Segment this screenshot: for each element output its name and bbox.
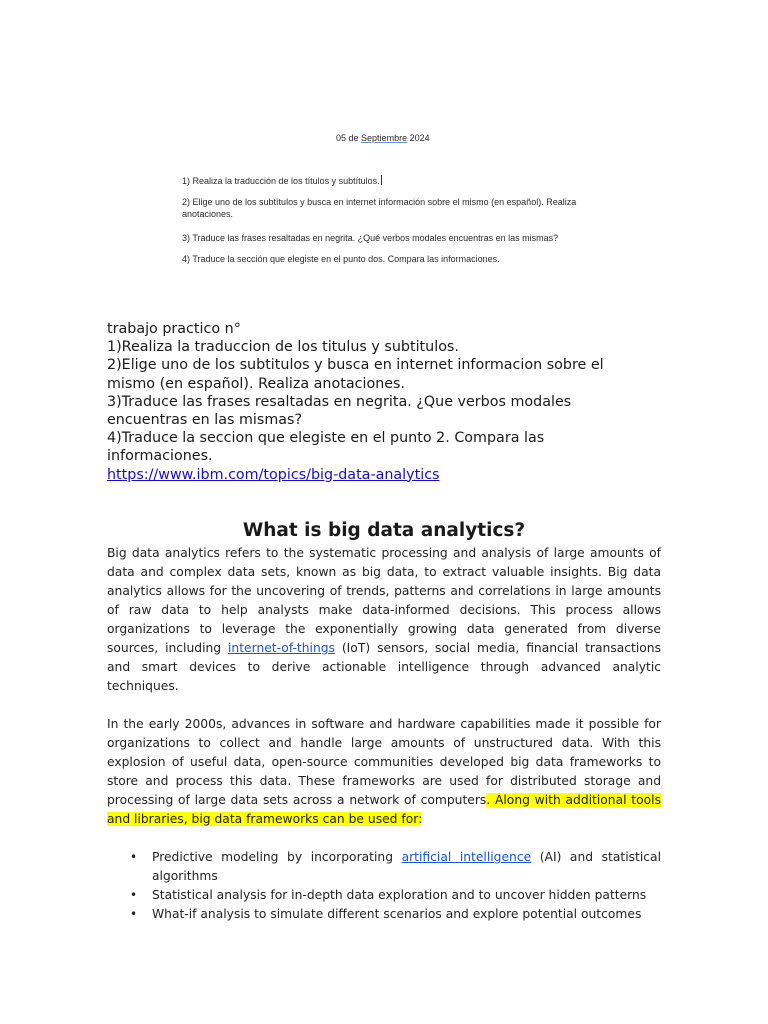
list-item	[130, 905, 661, 924]
scan-date-prefix: 05 de	[336, 133, 359, 143]
scan-item-3: 3) Traduce las frases resaltadas en negrita. ¿Qué verbos modales encuentras en las mismas?	[182, 233, 559, 243]
uses-list	[107, 848, 661, 924]
assignment-line-1: 1)Realiza la traduccion de los titulus y subtitulos.	[107, 339, 459, 356]
scan-date-year: 2024	[409, 133, 430, 143]
article-heading: What is big data analytics?	[242, 520, 526, 541]
scan-date-month: Septiembre	[361, 133, 408, 143]
scan-item-1	[182, 175, 590, 187]
p1-text-before: Big data analytics refers to the systematic processing and analysis of large amounts of data and complex data sets, known as big data, to extract valuable insights. Big data analytics allows for the uncovering of trends, patterns and correlations in large amounts of raw data to help analysts make data-informed decisions. This process allows organizations to leverage the exponentially growing data generated from diverse sources, including	[107, 546, 661, 655]
list-item	[130, 848, 661, 886]
text-cursor	[381, 175, 382, 185]
assignment-title: trabajo practico n°	[107, 321, 241, 337]
internet-of-things-link[interactable]: internet-of-things	[228, 641, 335, 655]
highlighted-sentence: . Along with additional tools and libraries, big data frameworks can be used for:	[107, 793, 661, 826]
b2-text: Statistical analysis for in-depth data exploration and to uncover hidden patterns	[152, 888, 647, 902]
article	[107, 518, 661, 924]
assignment-text	[107, 320, 647, 484]
scan-item-1-text: 1) Realiza la traducción de los títulos y subtítulos.	[182, 176, 380, 186]
p1-text-after: (IoT) sensors, social media, financial transactions and smart devices to derive actionable intelligence through advanced analytic techniques.	[107, 641, 661, 693]
ibm-source-link[interactable]: https://www.ibm.com/topics/big-data-analytics	[107, 466, 440, 483]
bullet-icon: •	[130, 850, 138, 864]
bullet-icon: •	[130, 907, 138, 921]
b1-text-before: Predictive modeling by incorporating	[152, 850, 402, 864]
list-item	[130, 886, 661, 905]
article-paragraph-1	[107, 544, 661, 696]
b1-text-after: (AI) and statistical algorithms	[152, 850, 661, 883]
assignment-line-3: 3)Traduce las frases resaltadas en negrita. ¿Que verbos modales encuentras en las mismas?	[107, 393, 572, 429]
assignment-line-2: 2)Elige uno de los subtitulos y busca en internet informacion sobre el mismo (en español). Realiza anotaciones.	[107, 357, 604, 392]
scan-item-4: 4) Traduce la sección que elegiste en el punto dos. Compara las informaciones.	[182, 254, 500, 264]
article-paragraph-2	[107, 715, 661, 829]
embedded-assignment-image	[178, 126, 598, 276]
scan-date	[336, 133, 430, 143]
bullet-icon: •	[130, 888, 138, 902]
scan-item-2: 2) Elige uno de los subtítulos y busca en internet información sobre el mismo (en español). Realiza anotaciones.	[182, 197, 577, 219]
assignment-line-4: 4)Traduce la seccion que elegiste en el punto 2. Compara las informaciones.	[107, 430, 545, 465]
artificial-intelligence-link[interactable]: artificial intelligence	[401, 850, 532, 864]
b3-text: What-if analysis to simulate different scenarios and explore potential outcomes	[152, 907, 642, 921]
p2-text: In the early 2000s, advances in software and hardware capabilities made it possible for organizations to collect and handle large amounts of unstructured data. With this explosion of useful data, open-source communities developed big data frameworks to store and process this data. These frameworks are used for distributed storage and processing of large data sets across a network of computers	[107, 717, 661, 807]
